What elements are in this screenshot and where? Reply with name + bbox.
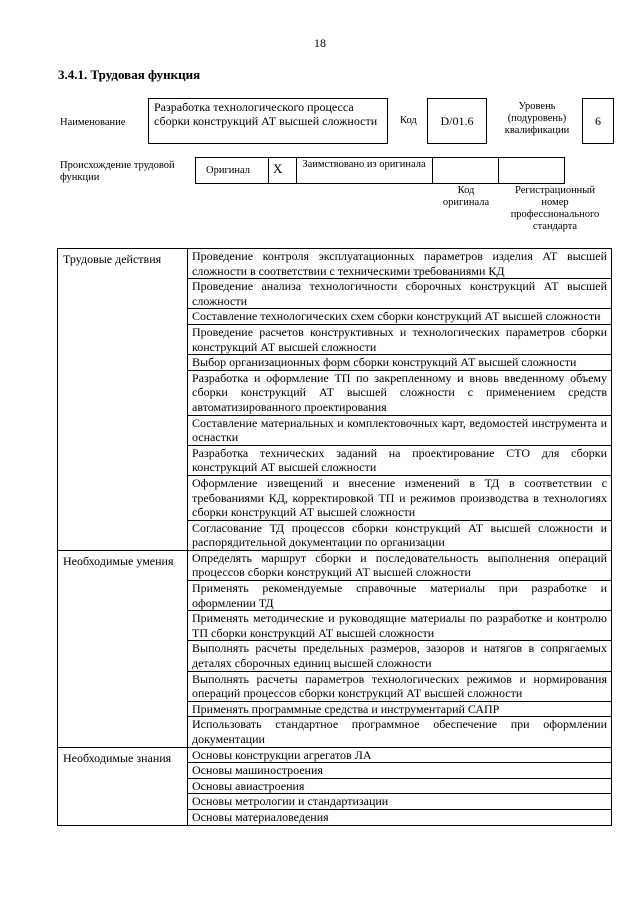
- section-title-cell: Необходимые умения: [58, 550, 188, 747]
- level-value: 6: [582, 98, 614, 144]
- section-item: Разработка технических заданий на проектирование СТО для сборки конструкций АТ высшей сложности: [188, 445, 612, 475]
- section-title-cell: Необходимые знания: [58, 747, 188, 825]
- original-mark: X: [273, 161, 283, 176]
- section-item: Выбор организационных форм сборки конструкций АТ высшей сложности: [188, 355, 612, 371]
- section-item: Основы авиастроения: [188, 778, 612, 794]
- section-item: Выполнять расчеты параметров технологических режимов и нормирования операций процессов сборки конструкций АТ высшей сложности: [188, 671, 612, 701]
- section-item: Основы конструкции агрегатов ЛА: [188, 747, 612, 763]
- origin-label: Происхождение трудовой функции: [60, 160, 175, 183]
- name-value: Разработка технологического процесса сборки конструкций АТ высшей сложности: [148, 98, 388, 144]
- section-title-cell: Трудовые действия: [58, 249, 188, 551]
- section-item: Проведение анализа технологичности сборочных конструкций АТ высшей сложности: [188, 279, 612, 309]
- level-label: Уровень (подуровень) квалификации: [504, 101, 570, 136]
- original-label: Оригинал: [206, 165, 250, 176]
- section-item: Основы материаловедения: [188, 809, 612, 825]
- section-item: Согласование ТД процессов сборки конструкций АТ высшей сложности и распорядительной документации по организации: [188, 520, 612, 550]
- page-number: 18: [314, 36, 326, 50]
- section-item: Применять методические и руководящие материалы по разработке и контролю ТП сборки конструкций АТ высшей сложности: [188, 611, 612, 641]
- section-item: Основы машиностроения: [188, 763, 612, 779]
- section-item: Разработка и оформление ТП по закрепленному и вновь введенному объему сборки конструкций АТ высшей сложности с применением средств автоматизированного проектирования: [188, 370, 612, 415]
- section-title: 3.4.1. Трудовая функция: [58, 67, 201, 82]
- borrowed-label: Заимствовано из оригинала: [302, 159, 426, 170]
- name-label: Наименование: [60, 117, 126, 128]
- code-value: D/01.6: [427, 98, 487, 144]
- section-item: Проведение расчетов конструктивных и технологических параметров сборки конструкций АТ высшей сложности: [188, 324, 612, 354]
- section-item: Оформление извещений и внесение изменений в ТД в соответствии с требованиями КД, корректировкой ТП и режимов производства в технологиях сборки конструкций АТ высшей сложности: [188, 475, 612, 520]
- section-item: Применять рекомендуемые справочные материалы при разработке и оформлении ТД: [188, 581, 612, 611]
- code-original-label: Код оригинала: [442, 185, 490, 208]
- section-item: Составление технологических схем сборки конструкций АТ высшей сложности: [188, 309, 612, 325]
- origin-frame: [195, 157, 565, 184]
- section-item: Выполнять расчеты предельных размеров, зазоров и натягов в сопрягаемых деталях сборочных единиц высшей сложности: [188, 641, 612, 671]
- table-row: [58, 747, 612, 763]
- table-row: [58, 249, 612, 279]
- section-item: Использовать стандартное программное обеспечение при оформлении документации: [188, 717, 612, 747]
- section-item: Проведение контроля эксплуатационных параметров изделия АТ высшей сложности в соответствии с техническими требованиями КД: [188, 249, 612, 279]
- section-item: Составление материальных и комплектовочных карт, ведомостей инструмента и оснастки: [188, 415, 612, 445]
- function-table: [57, 248, 612, 826]
- code-label: Код: [400, 115, 417, 126]
- section-item: Основы метрологии и стандартизации: [188, 794, 612, 810]
- section-item: Применять программные средства и инструментарий САПР: [188, 701, 612, 717]
- section-item: Определять маршрут сборки и последовательность выполнения операций процессов сборки конструкций АТ высшей сложности: [188, 550, 612, 580]
- reg-number-label: Регистрационный номер профессионального стандарта: [510, 185, 600, 232]
- table-row: [58, 550, 612, 580]
